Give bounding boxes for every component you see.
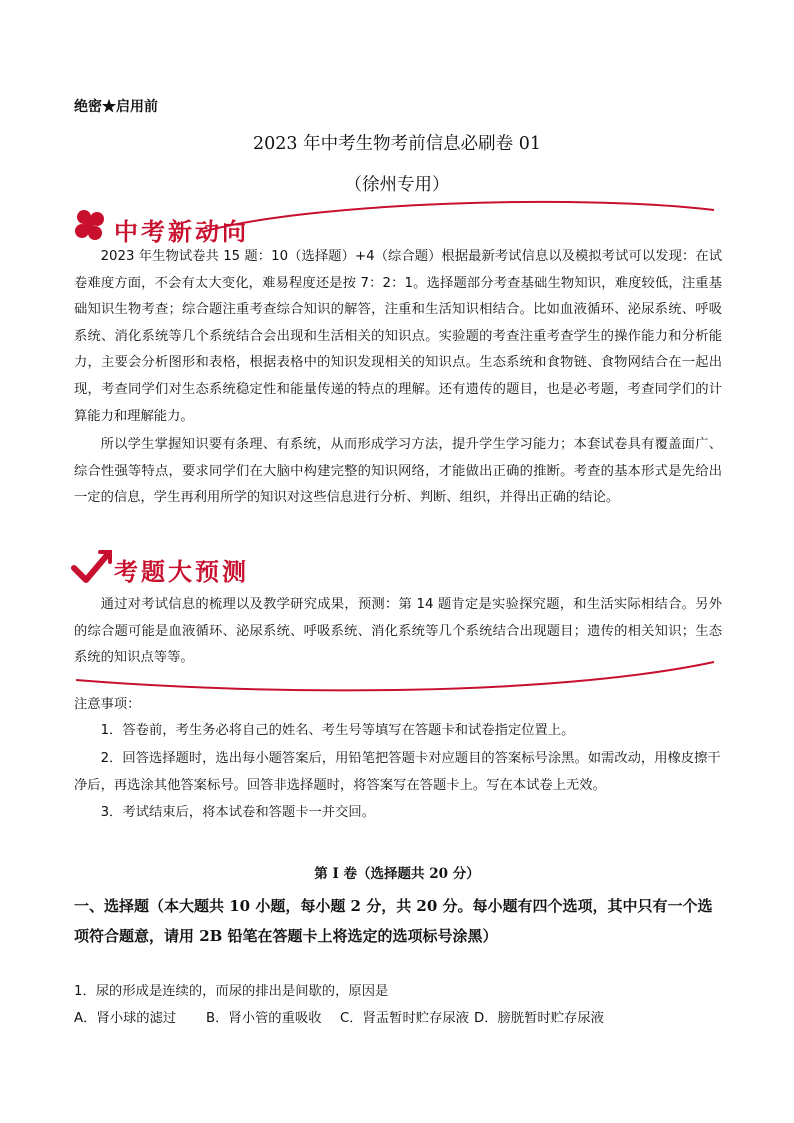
option-b: B．肾小管的重吸收 [206,1011,322,1026]
trends-paragraph-2: 所以学生掌握知识要有条理、有系统，从而形成学习方法，提升学生学习能力；本套试卷具有覆盖面广、综合性强等特点，要求同学们在大脑中构建完整的知识网络，才能做出正确的推断。考查的基本形式是先给出一定的信息，学生再利用所学的知识对这些信息进行分析、判断、组织，并得出正确的结论。 [74,437,722,506]
predictions-paragraph: 通过对考试信息的梳理以及教学研究成果，预测：第 14 题肯定是实验探究题，和生活实际相结合。另外的综合题可能是血液循环、泌尿系统、呼吸系统、消化系统等几个系统结合出现题目；遗传的相关知识；生态系统的知识点等等。 [74,597,722,666]
question-1-options [74,1007,604,1026]
page-subtitle: （徐州专用） [344,175,450,195]
question-1-stem: 1．尿的形成是连续的，而尿的排出是间歇的，原因是 [74,984,389,999]
note-item: 1．答卷前，考生务必将自己的姓名、考生号等填写在答题卡和试卷指定位置上。 [100,723,575,738]
trends-paragraph-1: 2023 年生物试卷共 15 题：10（选择题）+4（综合题）根据最新考试信息以及模拟考试可以发现：在试卷难度方面，不会有太大变化，难易程度还是按 7：2：1。选择题部分考查基础生物知识，难度较低，注重基础知识生物考查；综合题注重考查综合知识的解答，注重和生活知识相结合。比如血液循环、泌尿系统、呼吸系统、消化系统等几个系统结合会出现和生活相关的知识点。实验题的考查注重考查学生的操作能力和分析能力，主要会分析图形和表格，根据表格中的知识发现相关的知识点。生态系统和食物链、食物网结合在一起出现，考查同学们对生态系统稳定性和能量传递的特点的理解。还有遗传的题目，也是必考题，考查同学们的计算能力和理解能力。 [74,249,722,424]
option-a: A．肾小球的滤过 [74,1011,177,1026]
clover-icon [70,206,110,246]
part-title: 第 I 卷（选择题共 20 分） [314,866,480,882]
page-title: 2023 年中考生物考前信息必刷卷 01 [253,134,541,154]
confidential-label: 绝密★启用前 [74,99,158,115]
note-item: 2．回答选择题时，选出每小题答案后，用铅笔把答题卡对应题目的答案标号涂黑。如需改动，用橡皮擦干净后，再选涂其他答案标号。回答非选择题时，将答案写在答题卡上。写在本试卷上无效。 [74,751,721,793]
section-divider-arc-bottom [74,656,724,696]
section-header-predictions [70,546,730,596]
section-title: 考题大预测 [114,558,249,586]
section-instruction: 一、选择题（本大题共 10 小题，每小题 2 分，共 20 分。每小题有四个选项，其中只有一个选项符合题意，请用 2B 铅笔在答题卡上将选定的选项标号涂黑） [74,897,713,945]
section-divider-arc [200,196,720,236]
option-c: C．肾盂暂时贮存尿液 [340,1011,469,1026]
note-item: 3．考试结束后，将本试卷和答题卡一并交回。 [100,805,375,820]
notes-title: 注意事项： [74,697,141,712]
option-d: D．膀胱暂时贮存尿液 [474,1011,604,1026]
section-title: 中考新动向 [114,218,249,246]
check-arrow-icon [70,546,114,590]
